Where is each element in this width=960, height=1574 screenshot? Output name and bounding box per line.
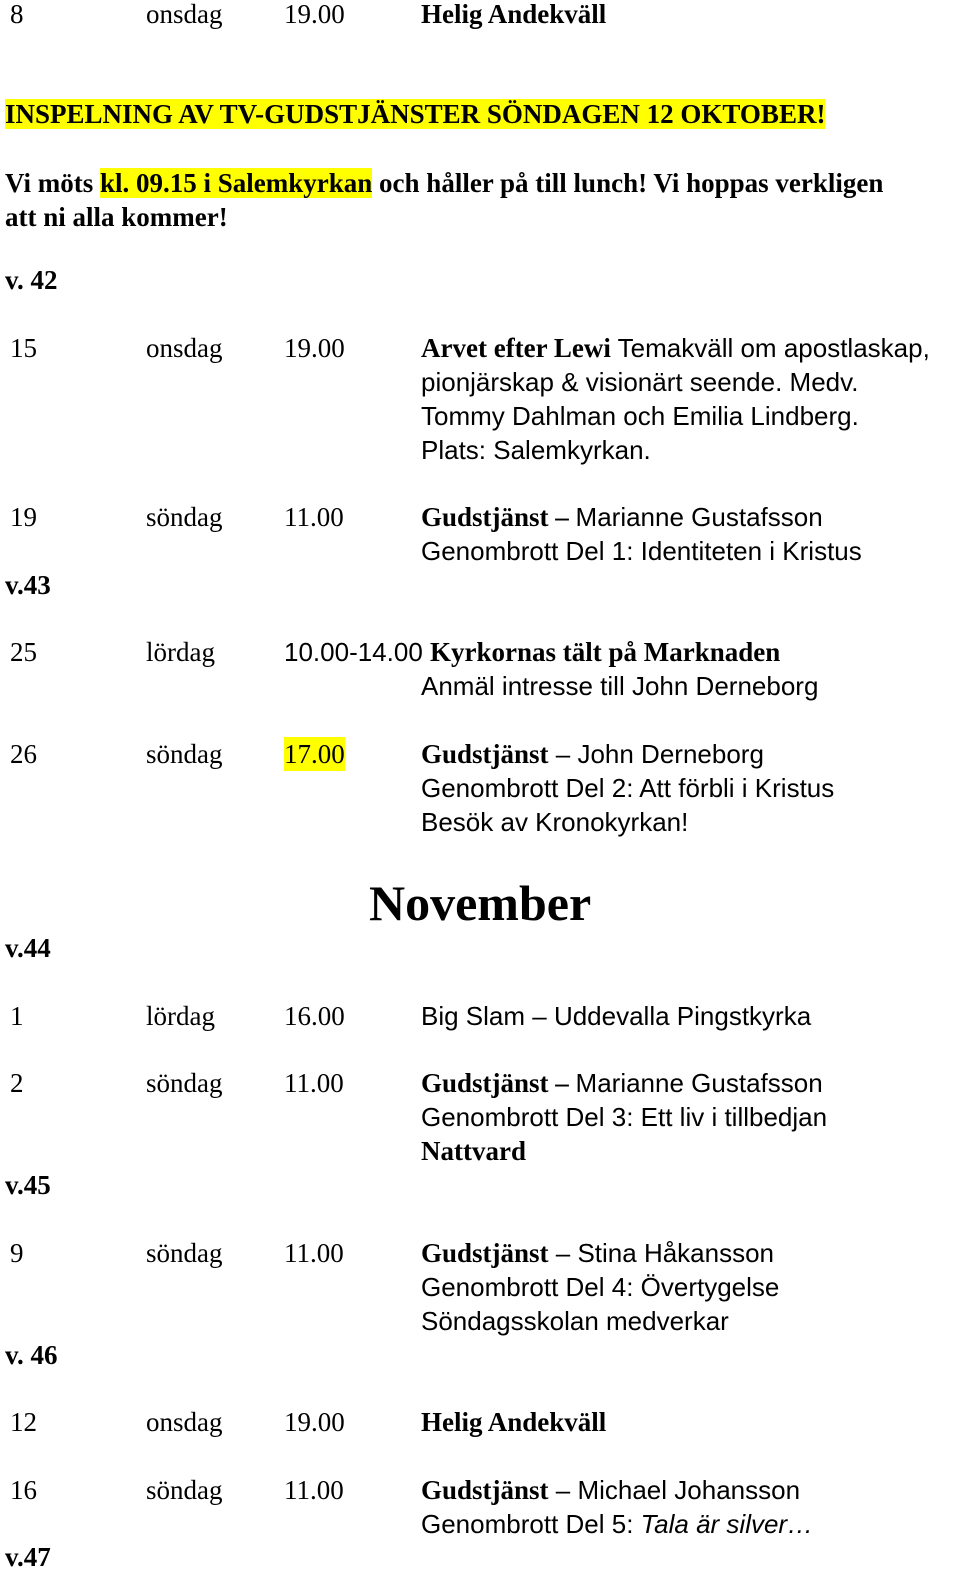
week-label: v. 42: [5, 265, 58, 295]
announcement-headline: INSPELNING AV TV-GUDSTJÄNSTER SÖNDAGEN 12 OKTOBER!: [5, 99, 826, 129]
announcement-text-2: att ni alla kommer!: [5, 202, 228, 232]
week-label: v.44: [5, 933, 51, 963]
announcement-text: Vi möts kl. 09.15 i Salemkyrkan och håller på till lunch! Vi hoppas verkligen: [5, 168, 884, 198]
month-heading: November: [369, 875, 592, 931]
week-label: v.43: [5, 570, 51, 600]
week-label: v.45: [5, 1170, 51, 1200]
week-label: v.47: [5, 1542, 51, 1572]
week-label: v. 46: [5, 1340, 58, 1370]
